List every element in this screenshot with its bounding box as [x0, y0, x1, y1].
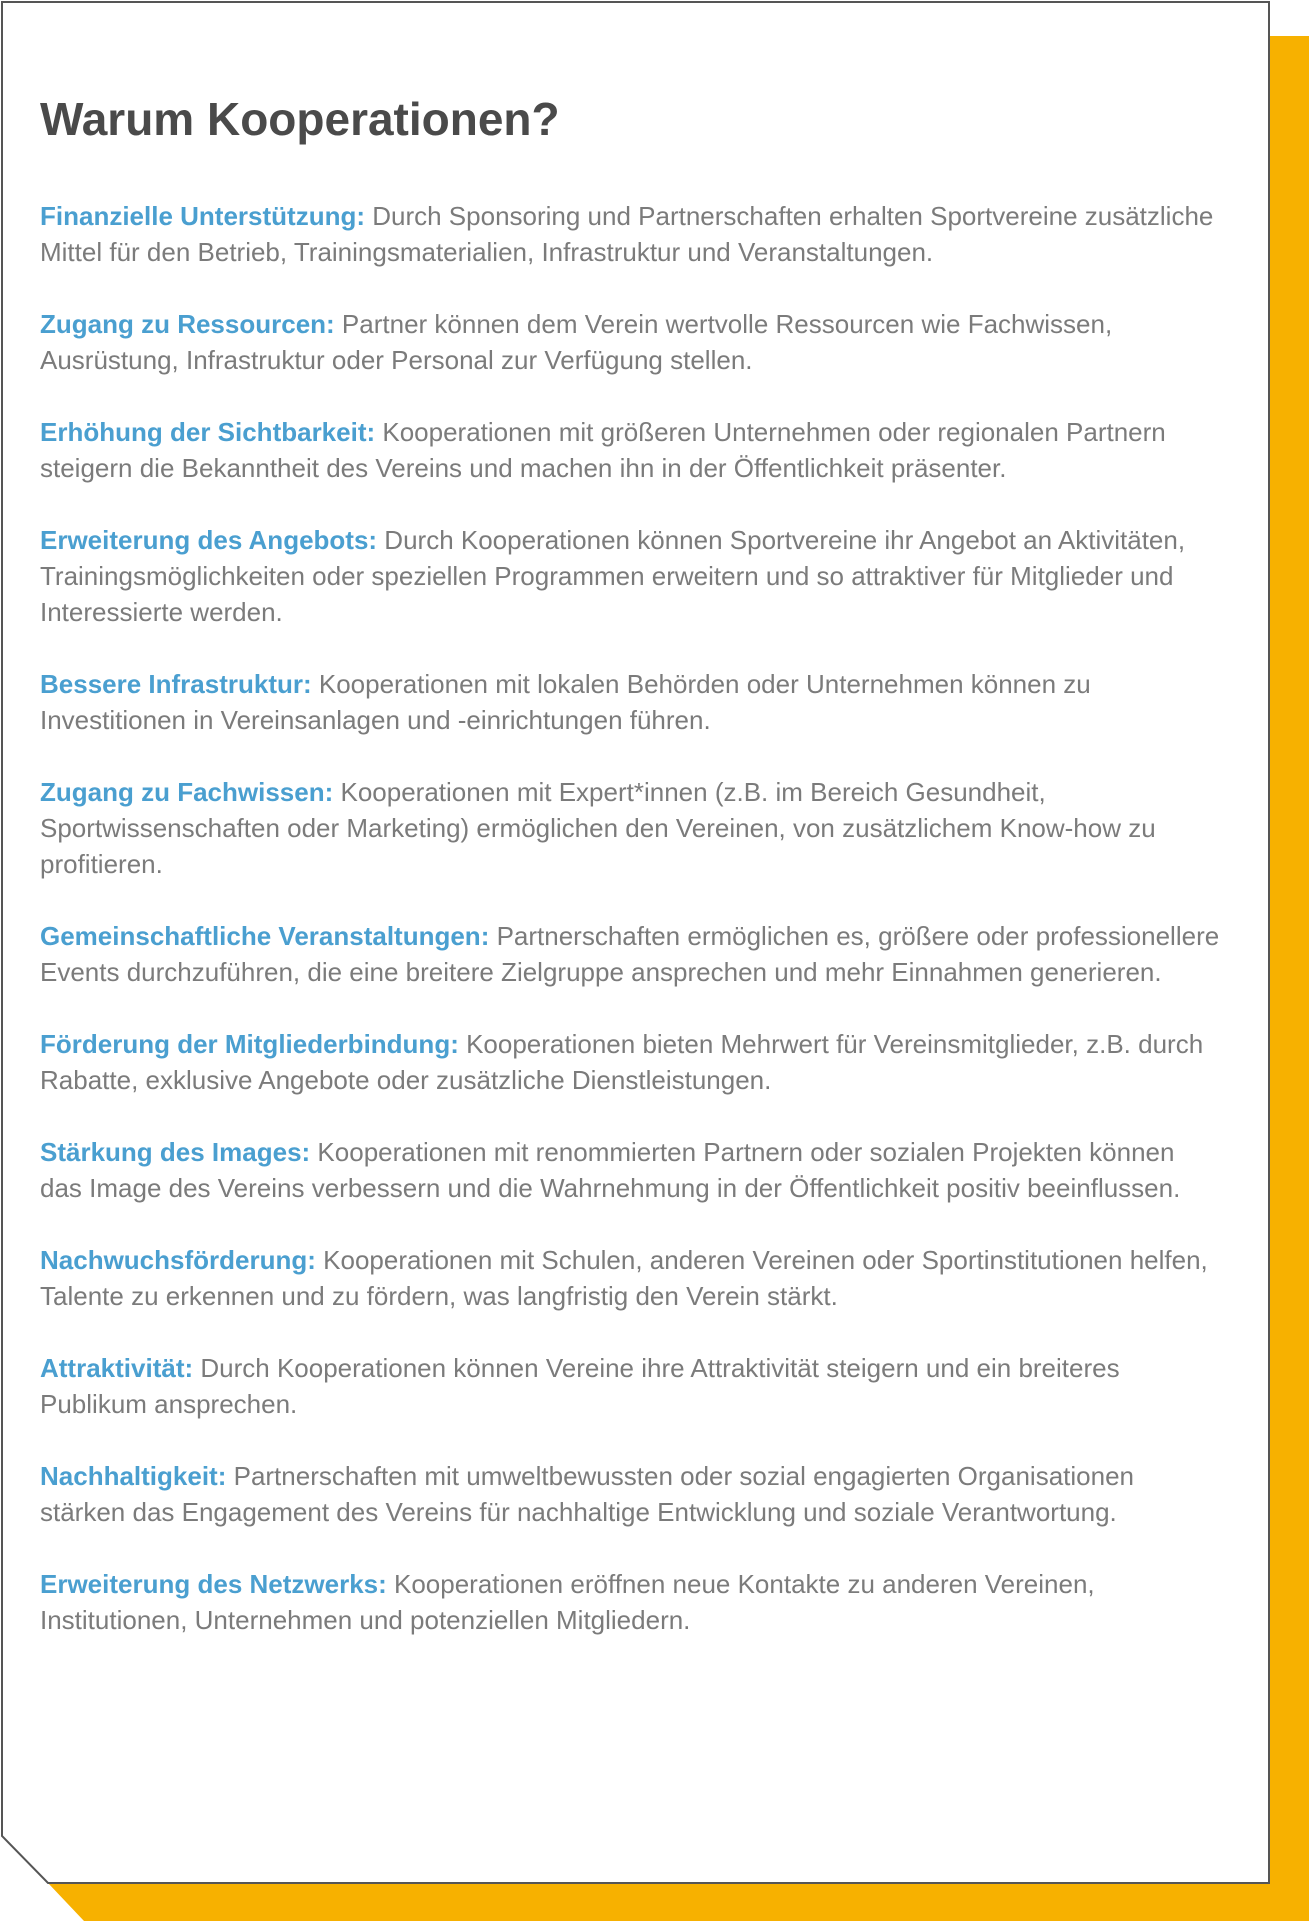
- item-text: Partner können dem Verein wertvolle Ressourcen wie Fachwissen, Ausrüstung, Infrastruktur oder Personal zur Verfügung stellen.: [40, 309, 1113, 375]
- item-text: Kooperationen mit Expert*innen (z.B. im Bereich Gesundheit, Sportwissenschaften oder Marketing) ermöglichen den Vereinen, von zusätzlichem Know-how zu profitieren.: [40, 777, 1156, 879]
- item-heading: Zugang zu Ressourcen:: [40, 309, 335, 339]
- item-text: Partnerschaften mit umweltbewussten oder sozial engagierten Organisationen stärken das Engagement des Vereins für nachhaltige Entwicklung und soziale Verantwortung.: [40, 1461, 1134, 1527]
- page-title: Warum Kooperationen?: [40, 93, 560, 145]
- item-text: Kooperationen eröffnen neue Kontakte zu anderen Vereinen, Institutionen, Unternehmen und potenziellen Mitgliedern.: [40, 1569, 1095, 1635]
- item-heading: Erweiterung des Netzwerks:: [40, 1569, 387, 1599]
- list-item: [40, 306, 1220, 378]
- list-item: [40, 1350, 1220, 1422]
- item-text: Kooperationen mit Schulen, anderen Vereinen oder Sportinstitutionen helfen, Talente zu erkennen und zu fördern, was langfristig den Verein stärkt.: [40, 1245, 1208, 1311]
- item-text: Partnerschaften ermöglichen es, größere oder professionellere Events durchzuführen, die eine breitere Zielgruppe ansprechen und mehr Einnahmen generieren.: [40, 921, 1220, 987]
- item-text: Kooperationen mit größeren Unternehmen oder regionalen Partnern steigern die Bekanntheit des Vereins und machen ihn in der Öffentlichkeit präsenter.: [40, 417, 1166, 483]
- item-text: Durch Kooperationen können Vereine ihre Attraktivität steigern und ein breiteres Publikum ansprechen.: [40, 1353, 1120, 1419]
- list-item: [40, 918, 1220, 990]
- item-text: Durch Kooperationen können Sportvereine ihr Angebot an Aktivitäten, Trainingsmöglichkeiten oder speziellen Programmen erweitern und so attraktiver für Mitglieder und Interessierte werden.: [40, 525, 1186, 627]
- item-heading: Nachwuchsförderung:: [40, 1245, 316, 1275]
- item-heading: Stärkung des Images:: [40, 1137, 311, 1167]
- list-item: [40, 774, 1220, 882]
- item-heading: Gemeinschaftliche Veranstaltungen:: [40, 921, 490, 951]
- item-heading: Zugang zu Fachwissen:: [40, 777, 334, 807]
- item-heading: Attraktivität:: [40, 1353, 194, 1383]
- item-text: Kooperationen mit lokalen Behörden oder Unternehmen können zu Investitionen in Vereinsanlagen und -einrichtungen führen.: [40, 669, 1091, 735]
- document-body: [40, 88, 1220, 1674]
- item-text: Durch Sponsoring und Partnerschaften erhalten Sportvereine zusätzliche Mittel für den Betrieb, Trainingsmaterialien, Infrastruktur und Veranstaltungen.: [40, 201, 1214, 267]
- list-item: [40, 198, 1220, 270]
- list-item: [40, 1458, 1220, 1530]
- item-heading: Erweiterung des Angebots:: [40, 525, 378, 555]
- list-item: [40, 1134, 1220, 1206]
- item-text: Kooperationen bieten Mehrwert für Vereinsmitglieder, z.B. durch Rabatte, exklusive Angebote oder zusätzliche Dienstleistungen.: [40, 1029, 1204, 1095]
- item-heading: Erhöhung der Sichtbarkeit:: [40, 417, 376, 447]
- list-item: [40, 666, 1220, 738]
- list-item: [40, 1566, 1220, 1638]
- list-item: [40, 1242, 1220, 1314]
- item-heading: Förderung der Mitgliederbindung:: [40, 1029, 459, 1059]
- list-item: [40, 414, 1220, 486]
- list-item: [40, 522, 1220, 630]
- item-heading: Finanzielle Unterstützung:: [40, 201, 365, 231]
- item-text: Kooperationen mit renommierten Partnern oder sozialen Projekten können das Image des Vereins verbessern und die Wahrnehmung in der Öffentlichkeit positiv beeinflussen.: [40, 1137, 1181, 1203]
- list-item: [40, 1026, 1220, 1098]
- item-heading: Nachhaltigkeit:: [40, 1461, 227, 1491]
- item-heading: Bessere Infrastruktur:: [40, 669, 312, 699]
